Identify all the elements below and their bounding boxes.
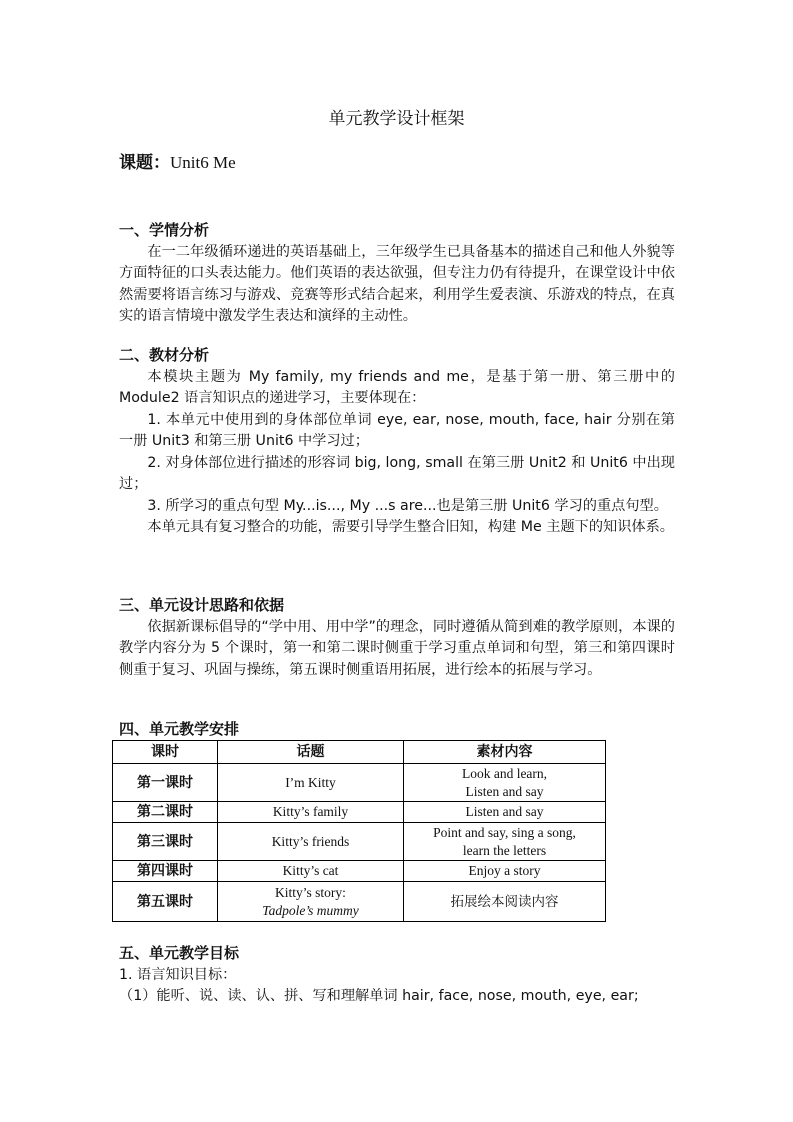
table-row xyxy=(113,764,606,802)
section-heading: 四、单元教学安排 xyxy=(119,720,240,738)
section-paragraph: 在一二年级循环递进的英语基础上，三年级学生已具备基本的描述自己和他人外貌等方面特征的口头表达能力。他们英语的表达欲强，但专注力仍有待提升，在课堂设计中依然需要将语言练习与游戏、竞赛等形式结合起来，利用学生爱表演、乐游戏的特点，在真实的语言情境中激发学生表达和演绎的主动性。 xyxy=(119,243,675,324)
material-cell xyxy=(404,764,606,802)
topic-cell xyxy=(218,882,404,922)
table-row xyxy=(113,882,606,922)
topic-cell: I’m Kitty xyxy=(218,764,404,802)
material-cell: Enjoy a story xyxy=(404,861,606,882)
table-row xyxy=(113,823,606,861)
section-textbook-analysis xyxy=(119,345,675,539)
schedule-table xyxy=(112,740,606,922)
section-heading: 三、单元设计思路和依据 xyxy=(119,596,285,614)
section-paragraph: 依据新课标倡导的“学中用、用中学”的理念，同时遵循从简到难的教学原则，本课的教学内容分为 5 个课时，第一和第二课时侧重于学习重点单词和句型，第三和第四课时侧重于复习、巩固与操练，第五课时侧重语用拓展，进行绘本的拓展与学习。 xyxy=(119,618,675,678)
lesson-cell: 第一课时 xyxy=(113,764,218,802)
lesson-cell: 第四课时 xyxy=(113,861,218,882)
table-header-row xyxy=(113,741,606,764)
material-line: Listen and say xyxy=(465,783,544,799)
material-line: Look and learn, xyxy=(461,765,548,781)
topic-cell: Kitty’s cat xyxy=(218,861,404,882)
goal-item: 1. 语言知识目标： xyxy=(119,966,237,983)
section-heading: 五、单元教学目标 xyxy=(119,944,240,962)
list-item: 3. 所学习的重点句型 My...is..., My ...s are...也是第三册 Unit6 学习的重点句型。 xyxy=(147,497,668,514)
section-design-rationale xyxy=(119,595,675,681)
table-row xyxy=(113,861,606,882)
section-paragraph: 本模块主题为 My family, my friends and me，是基于第一册、第三册中的Module2 语言知识点的递进学习，主要体现在： xyxy=(119,368,675,406)
table-row xyxy=(113,802,606,823)
section-teaching-goals xyxy=(119,943,675,1008)
list-item: 1. 本单元中使用到的身体部位单词 eye, ear, nose, mouth, face, hair 分别在第一册 Unit3 和第三册 Unit6 中学习过； xyxy=(119,411,675,449)
section-heading: 二、教材分析 xyxy=(119,346,210,364)
material-cell: 拓展绘本阅读内容 xyxy=(404,882,606,922)
document-title: 单元教学设计框架 xyxy=(328,109,465,129)
goal-item: （1）能听、说、读、认、拼、写和理解单词 hair, face, nose, mouth, eye, ear; xyxy=(119,988,639,1004)
section-student-analysis xyxy=(119,220,675,328)
material-cell xyxy=(404,823,606,861)
material-line: Point and say, sing a song, xyxy=(433,824,576,840)
topic-value: Unit6 Me xyxy=(170,153,236,172)
topic-cell: Kitty’s family xyxy=(218,802,404,823)
lesson-topic xyxy=(119,148,236,173)
section-paragraph: 本单元具有复习整合的功能，需要引导学生整合旧知，构建 Me 主题下的知识体系。 xyxy=(147,519,674,535)
material-line: learn the letters xyxy=(462,842,547,858)
section-schedule xyxy=(119,719,675,741)
lesson-cell: 第五课时 xyxy=(113,882,218,922)
section-heading: 一、学情分析 xyxy=(119,221,210,239)
topic-cell: Kitty’s friends xyxy=(218,823,404,861)
material-cell: Listen and say xyxy=(404,802,606,823)
topic-line: Kitty’s story: xyxy=(275,884,346,900)
column-header: 话题 xyxy=(218,741,404,764)
column-header: 课时 xyxy=(113,741,218,764)
lesson-cell: 第三课时 xyxy=(113,823,218,861)
topic-label: 课题： xyxy=(119,153,170,173)
lesson-cell: 第二课时 xyxy=(113,802,218,823)
topic-line-italic: Tadpole’s mummy xyxy=(262,902,359,918)
list-item: 2. 对身体部位进行描述的形容词 big, long, small 在第三册 Unit2 和 Unit6 中出现过； xyxy=(119,454,675,492)
column-header: 素材内容 xyxy=(404,741,606,764)
